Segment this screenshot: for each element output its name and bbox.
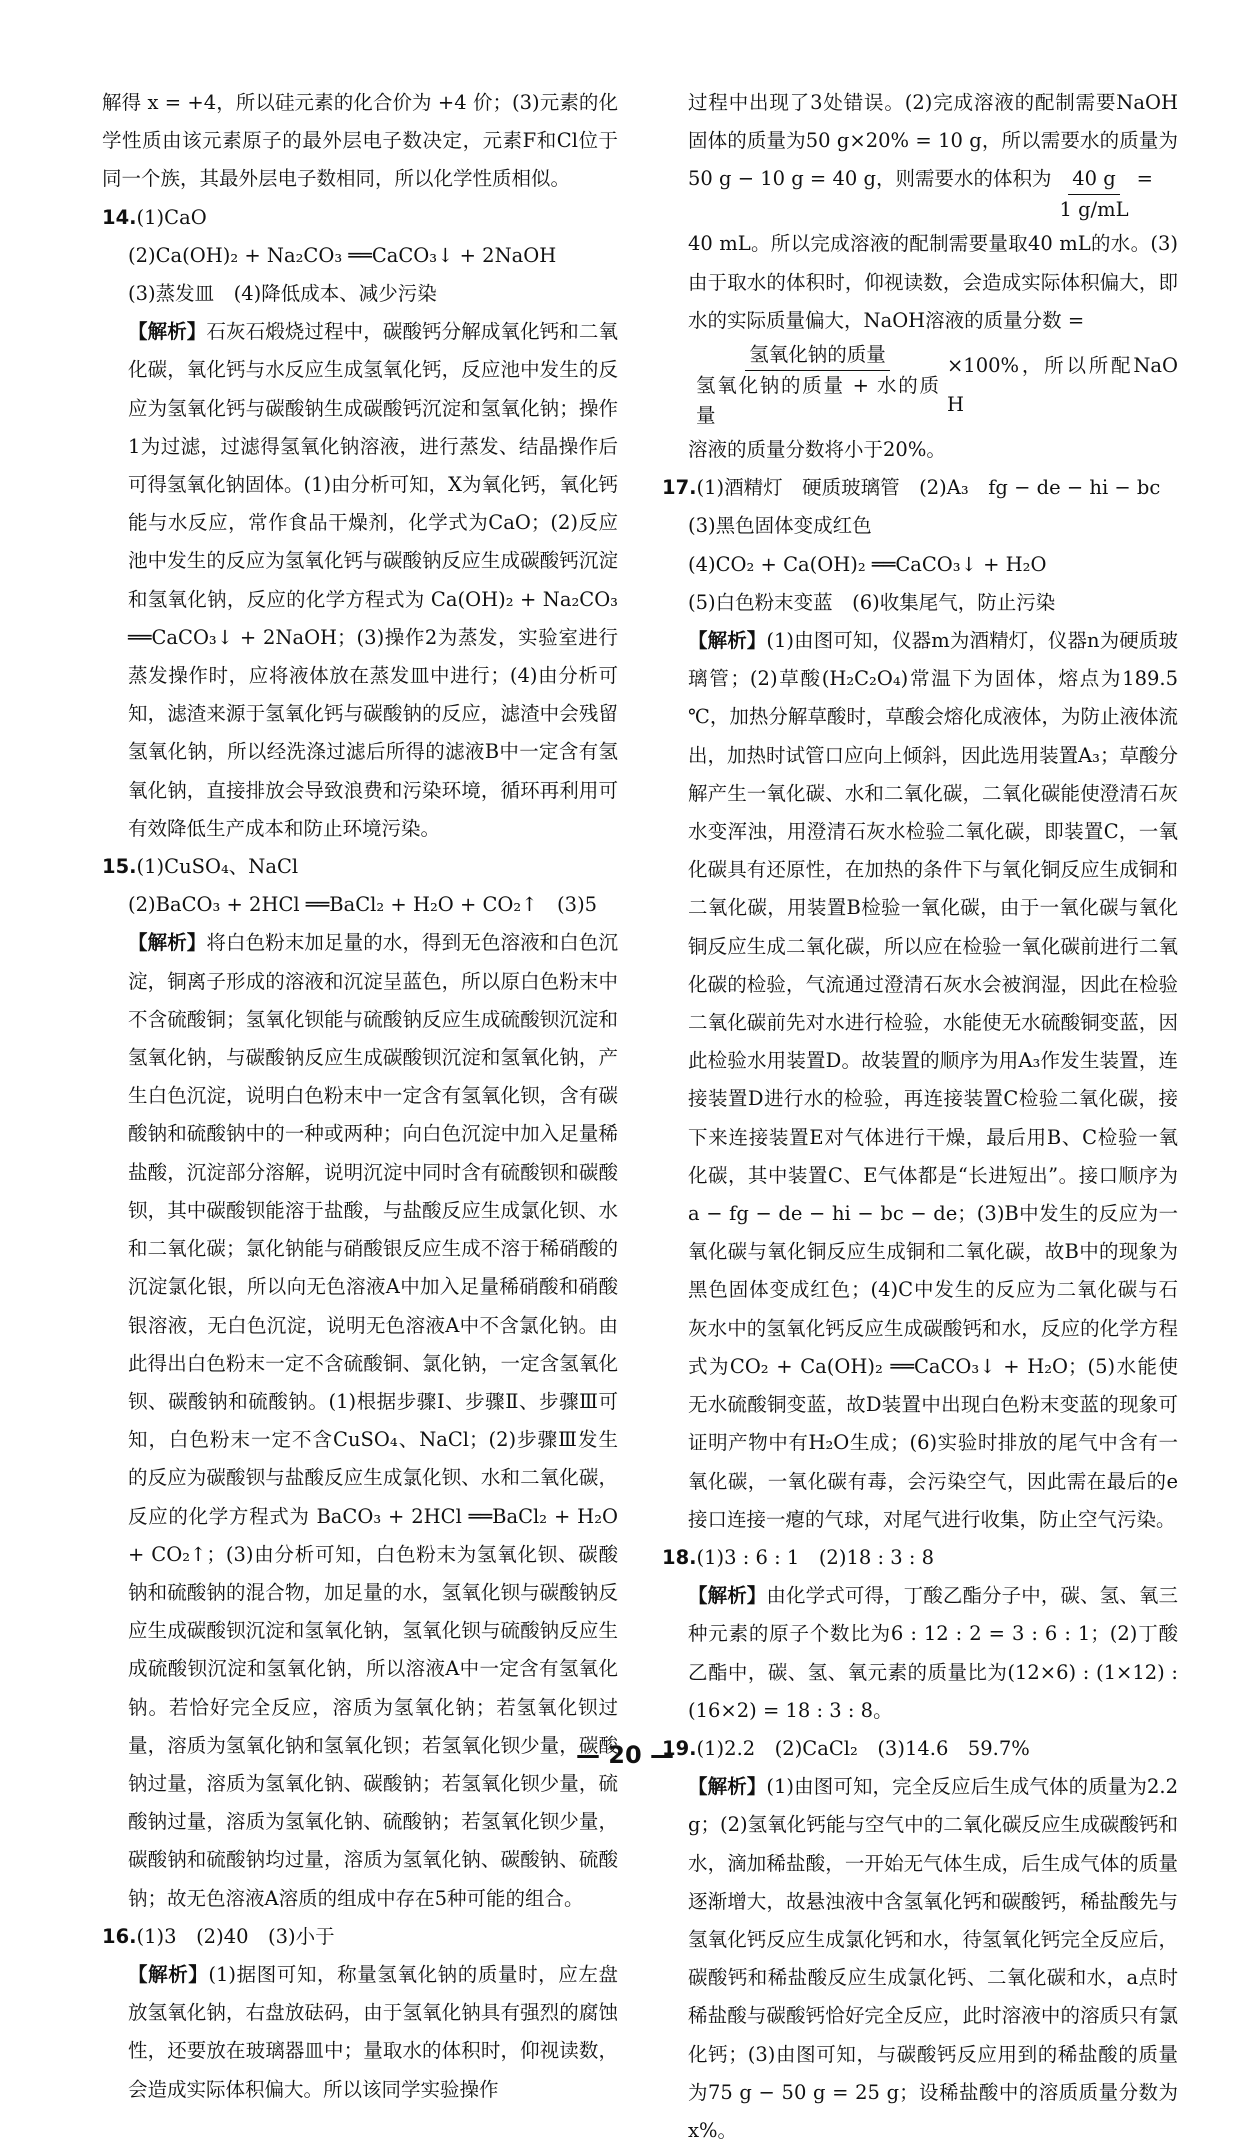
q14-block bbox=[102, 199, 618, 848]
q16-analysis: (1)据图可知，称量氢氧化钠的质量时，应左盘放氢氧化钠，右盘放砝码，由于氢氧化钠具有强烈的腐蚀性，还要放在玻璃器皿中；量取水的体积时，仰视读数，会造成实际体积偏大。所以该同学实验操作 bbox=[128, 1962, 618, 2101]
q16-continued bbox=[662, 84, 1178, 469]
q16-answer-1: (1)3 (2)40 (3)小于 bbox=[136, 1924, 335, 1948]
q16-cont-line-2: 40 mL。所以完成溶液的配制需要量取40 mL的水。(3)由于取水的体积时，仰视读数，会造成实际体积偏大，即水的实际质量偏大，NaOH溶液的质量分数 = bbox=[688, 232, 1178, 332]
q19-analysis-tag: 【解析】 bbox=[688, 1775, 767, 1799]
q17-answer-1: (1)酒精灯 硬质玻璃管 (2)A₃ fg − de − hi − bc bbox=[696, 476, 1161, 500]
q15-number: 15. bbox=[102, 855, 137, 879]
q17-answer-2: (3)黑色固体变成红色 bbox=[688, 514, 872, 538]
intro-text: 解得 x = +4，所以硅元素的化合价为 +4 价；(3)元素的化学性质由该元素原子的最外层电子数决定，元素F和Cl位于同一个族，其最外层电子数相同，所以化学性质相似。 bbox=[102, 91, 618, 191]
fraction-water-volume bbox=[1055, 164, 1132, 225]
equals-sign: = bbox=[1136, 167, 1153, 191]
q17-analysis-tag: 【解析】 bbox=[688, 629, 767, 653]
q19-analysis: (1)由图可知，完全反应后生成气体的质量为2.2 g；(2)氢氧化钙能与空气中的二氧化碳反应生成碳酸钙和水，滴加稀盐酸，一开始无气体生成，后生成气体的质量逐渐增大，故悬浊液中含氢氧化钙和碳酸钙，稀盐酸先与氢氧化钙反应生成氯化钙和水，待氢氧化钙完全反应后，碳酸钙和稀盐酸反应生成氯化钙、二氧化碳和水，a点时稀盐酸与碳酸钙恰好完全反应，此时溶液中的溶质只有氯化钙；(3)由图可知，与碳酸钙反应用到的稀盐酸的质量为75 g − 50 g = 25 g；设稀盐酸中的溶质质量分数为x%。 bbox=[688, 1775, 1178, 2142]
q16-block bbox=[102, 1918, 618, 2109]
q16-cont-line-4: 溶液的质量分数将小于20%。 bbox=[688, 438, 946, 462]
q14-number: 14. bbox=[102, 205, 137, 229]
q14-answer-2: (2)Ca(OH)₂ + Na₂CO₃ ══CaCO₃↓ + 2NaOH bbox=[128, 243, 557, 267]
q16-analysis-tag: 【解析】 bbox=[128, 1962, 209, 1986]
q14-answer-3: (3)蒸发皿 (4)降低成本、减少污染 bbox=[128, 282, 437, 306]
fraction-denominator: 1 g/mL bbox=[1059, 198, 1129, 222]
fraction-denominator: 氢氧化钠的质量 + 水的质量 bbox=[696, 374, 939, 428]
page-number: — 20 — bbox=[575, 1741, 675, 1769]
fraction-numerator: 氢氧化钠的质量 bbox=[745, 340, 890, 371]
q15-answer-1: (1)CuSO₄、NaCl bbox=[136, 855, 299, 879]
q19-number: 19. bbox=[662, 1736, 697, 1760]
q17-block bbox=[662, 469, 1178, 1539]
q17-answer-3: (4)CO₂ + Ca(OH)₂ ══CaCO₃↓ + H₂O bbox=[688, 552, 1047, 576]
q17-answer-4: (5)白色粉末变蓝 (6)收集尾气，防止污染 bbox=[688, 590, 1056, 614]
q18-number: 18. bbox=[662, 1545, 697, 1569]
left-column bbox=[102, 84, 618, 2109]
q14-answer-1: (1)CaO bbox=[136, 205, 207, 229]
q15-analysis-tag: 【解析】 bbox=[128, 931, 207, 955]
q14-analysis: 石灰石煅烧过程中，碳酸钙分解成氧化钙和二氧化碳，氧化钙与水反应生成氢氧化钙，反应池中发生的反应为氢氧化钙与碳酸钠生成碳酸钙沉淀和氢氧化钠；操作1为过滤，过滤得氢氧化钠溶液，进行蒸发、结晶操作后可得氢氧化钠固体。(1)由分析可知，X为氧化钙，氧化钙能与水反应，常作食品干燥剂，化学式为CaO；(2)反应池中发生的反应为氢氧化钙与碳酸钠反应生成碳酸钙沉淀和氢氧化钠，反应的化学方程式为 Ca(OH)₂ + Na₂CO₃ ══CaCO₃↓ + 2NaOH；(3)操作2为蒸发，实验室进行蒸发操作时，应将液体放在蒸发皿中进行；(4)由分析可知，滤渣来源于氢氧化钙与碳酸钠的反应，滤渣中会残留氢氧化钠，所以经洗涤过滤后所得的滤液B中一定含有氢氧化钠，直接排放会导致浪费和污染环境，循环再利用可有效降低生产成本和防止环境污染。 bbox=[128, 320, 619, 840]
q16-number: 16. bbox=[102, 1924, 137, 1948]
q14-analysis-tag: 【解析】 bbox=[128, 320, 207, 344]
q15-analysis: 将白色粉末加足量的水，得到无色溶液和白色沉淀，铜离子形成的溶液和沉淀呈蓝色，所以原白色粉末中不含硫酸铜；氢氧化钡能与硫酸钠反应生成硫酸钡沉淀和氢氧化钠，与碳酸钠反应生成碳酸钡沉淀和氢氧化钠，产生白色沉淀，说明白色粉末中一定含有氢氧化钡，含有碳酸钠和硫酸钠中的一种或两种；向白色沉淀中加入足量稀盐酸，沉淀部分溶解，说明沉淀中同时含有硫酸钡和碳酸钡，其中碳酸钡能溶于盐酸，与盐酸反应生成氯化钡、水和二氧化碳；氯化钠能与硝酸银反应生成不溶于稀硝酸的沉淀氯化银，所以向无色溶液A中加入足量稀硝酸和硝酸银溶液，无白色沉淀，说明无色溶液A中不含氯化钠。由此得出白色粉末一定不含硫酸铜、氯化钠，一定含氢氧化钡、碳酸钠和硫酸钠。(1)根据步骤Ⅰ、步骤Ⅱ、步骤Ⅲ可知，白色粉末一定不含CuSO₄、NaCl；(2)步骤Ⅲ发生的反应为碳酸钡与盐酸反应生成氯化钡、水和二氧化碳，反应的化学方程式为 BaCO₃ + 2HCl ══BaCl₂ + H₂O + CO₂↑；(3)由分析可知，白色粉末为氢氧化钡、碳酸钠和硫酸钠的混合物，加足量的水，氢氧化钡与碳酸钠反应生成碳酸钡沉淀和氢氧化钠，氢氧化钡与硫酸钠反应生成硫酸钡沉淀和氢氧化钠，所以溶液A中一定含有氢氧化钠。若恰好完全反应，溶质为氢氧化钠；若氢氧化钡过量，溶质为氢氧化钠和氢氧化钡；若氢氧化钡少量，碳酸钠过量，溶质为氢氧化钠、碳酸钠；若氢氧化钡少量，硫酸钠过量，溶质为氢氧化钠、硫酸钠；若氢氧化钡少量，碳酸钠和硫酸钠均过量，溶质为氢氧化钠、碳酸钠、硫酸钠；故无色溶液A溶质的组成中存在5种可能的组合。 bbox=[128, 931, 618, 1910]
fraction-mass-percent bbox=[692, 340, 943, 431]
q17-number: 17. bbox=[662, 476, 697, 500]
q17-analysis: (1)由图可知，仪器m为酒精灯，仪器n为硬质玻璃管；(2)草酸(H₂C₂O₄)常温下为固体，熔点为189.5 ℃，加热分解草酸时，草酸会熔化成液体，为防止液体流出，加热时试管口应向上倾斜，因此选用装置A₃；草酸分解产生一氧化碳、水和二氧化碳，二氧化碳能使澄清石灰水变浑浊，用澄清石灰水检验二氧化碳，即装置C，一氧化碳具有还原性，在加热的条件下与氧化铜反应生成铜和二氧化碳，用装置B检验一氧化碳，由于一氧化碳与氧化铜反应生成二氧化碳，所以应在检验一氧化碳前进行二氧化碳的检验，气流通过澄清石灰水会被润湿，因此在检验二氧化碳前先对水进行检验，水能使无水硫酸铜变蓝，因此检验水用装置D。故装置的顺序为用A₃作发生装置，连接装置D进行水的检验，再连接装置C检验二氧化碳，接下来连接装置E对气体进行干燥，最后用B、C检验一氧化碳，其中装置C、E气体都是“长进短出”。接口顺序为 a − fg − de − hi − bc − de；(3)B中发生的反应为一氧化碳与氧化铜反应生成铜和二氧化碳，故B中的现象为黑色固体变成红色；(4)C中发生的反应为二氧化碳与石灰水中的氢氧化钙反应生成碳酸钙和水，反应的化学方程式为CO₂ + Ca(OH)₂ ══CaCO₃↓ + H₂O；(5)水能使无水硫酸铜变蓝，故D装置中出现白色粉末变蓝的现象可证明产物中有H₂O生成；(6)实验时排放的尾气中含有一氧化碳，一氧化碳有毒，会污染空气，因此需在最后的e接口连接一瘪的气球，对尾气进行收集，防止空气污染。 bbox=[688, 629, 1178, 1531]
q15-answer-2: (2)BaCO₃ + 2HCl ══BaCl₂ + H₂O + CO₂↑ (3)5 bbox=[128, 893, 598, 917]
fraction-numerator: 40 g bbox=[1068, 164, 1120, 195]
q16-cont-line-3: ×100%，所以所配NaOH bbox=[946, 354, 1178, 416]
right-column bbox=[662, 84, 1178, 2150]
q18-analysis: 由化学式可得，丁酸乙酯分子中，碳、氢、氧三种元素的原子个数比为6 : 12 : 2 = 3 : 6 : 1；(2)丁酸乙酯中，碳、氢、氧元素的质量比为(12×6) : (1×12) : (16×2) = 18 : 3 : 8。 bbox=[688, 1584, 1178, 1722]
q16-cont-line-1: 过程中出现了3处错误。(2)完成溶液的配制需要NaOH固体的质量为50 g×20% = 10 g，所以需要水的质量为50 g − 10 g = 40 g，则需要水的体积为 bbox=[688, 91, 1178, 191]
q18-answer-1: (1)3 : 6 : 1 (2)18 : 3 : 8 bbox=[696, 1545, 935, 1569]
q18-analysis-tag: 【解析】 bbox=[688, 1584, 767, 1608]
q19-answer-1: (1)2.2 (2)CaCl₂ (3)14.6 59.7% bbox=[696, 1736, 1030, 1760]
q18-block bbox=[662, 1539, 1178, 1730]
q19-block bbox=[662, 1730, 1178, 2150]
